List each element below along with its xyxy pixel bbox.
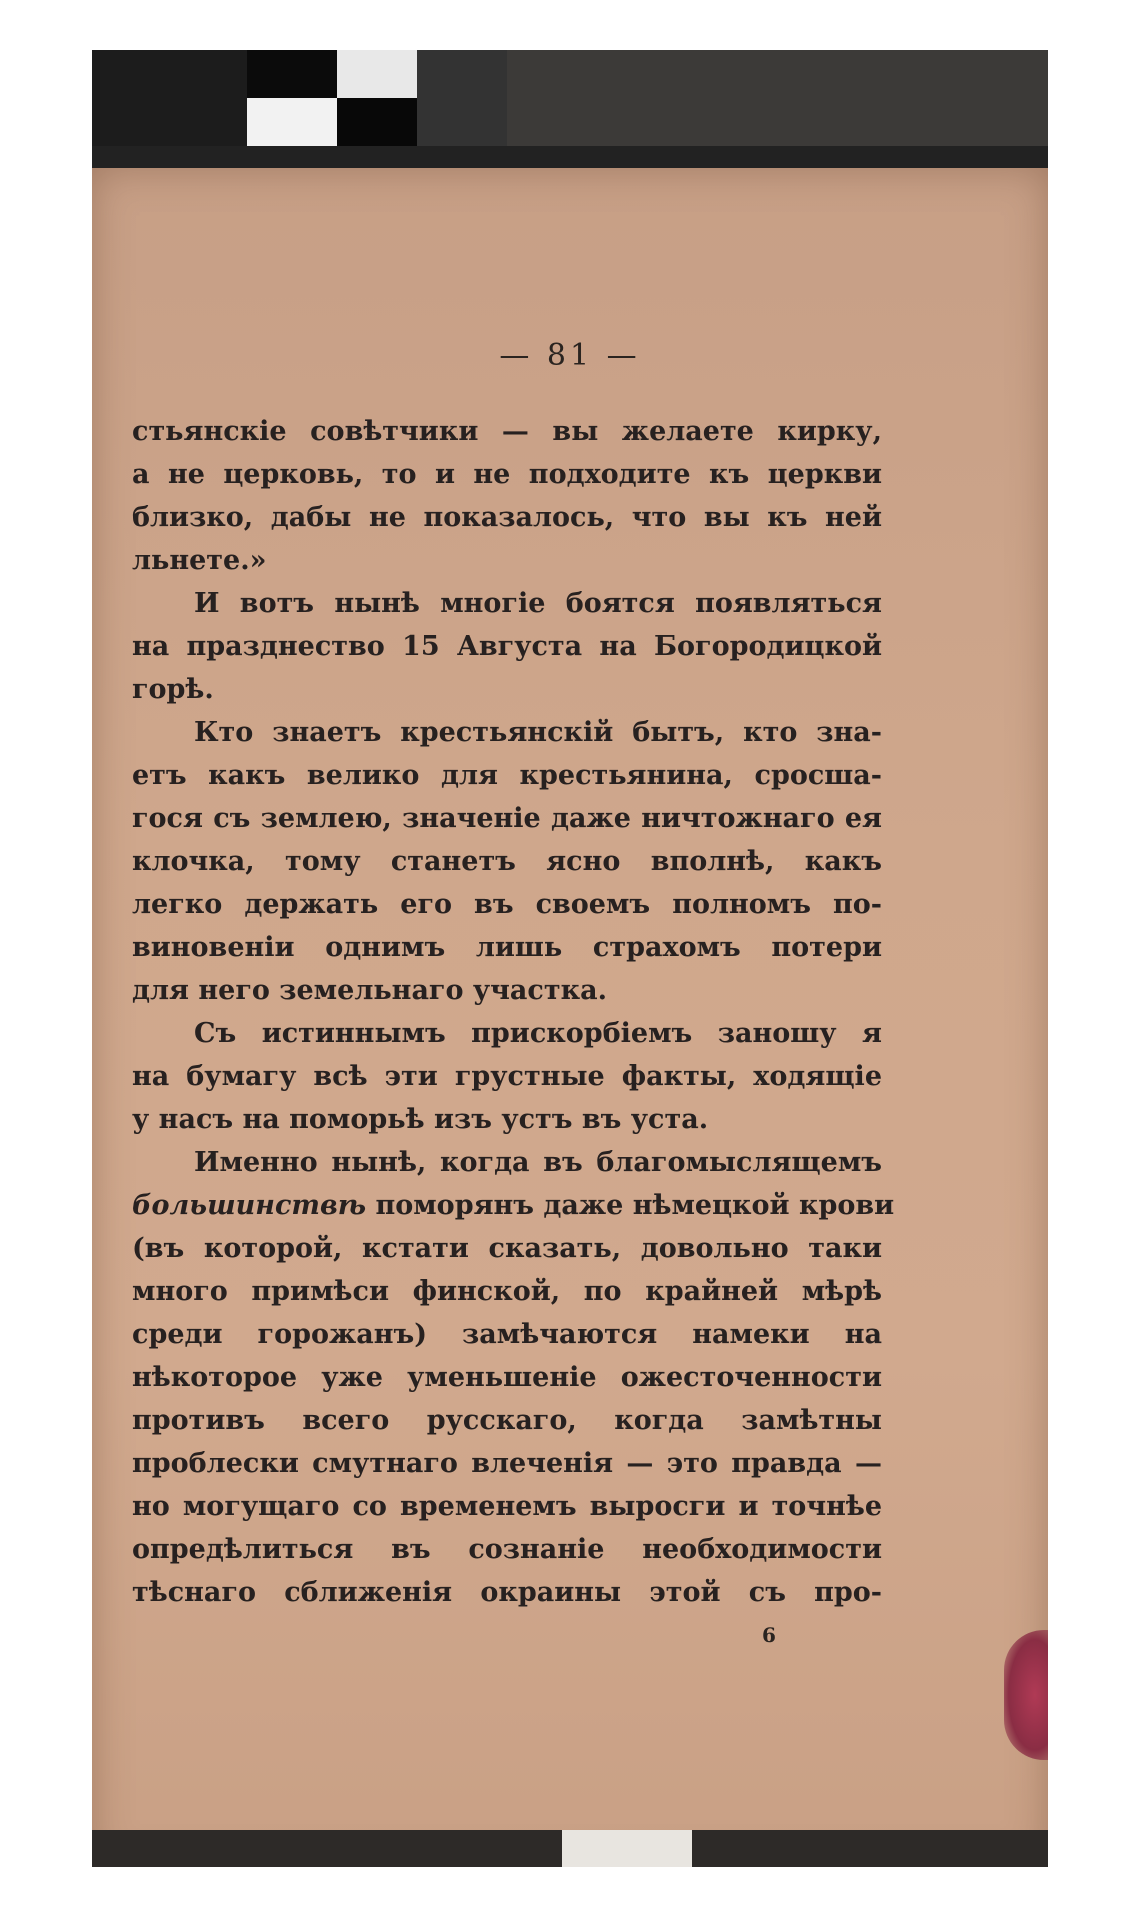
text-line: Именно нынѣ, когда въ благомыслящемъ	[194, 1147, 882, 1178]
text-line: горѣ.	[132, 674, 214, 705]
text-line: проблески смутнаго влеченія — это правда —	[132, 1448, 882, 1479]
text-line: И вотъ нынѣ многіе боятся появляться	[194, 588, 882, 619]
background-area	[92, 1830, 562, 1867]
text-line: стьянскіе совѣтчики — вы желаете кирку,	[132, 416, 882, 447]
text-span: поморянъ даже нѣмецкой крови	[366, 1190, 895, 1221]
text-line: виновеніи однимъ лишь страхомъ потери	[132, 932, 882, 963]
text-line: опредѣлиться въ сознаніе необходимости	[132, 1534, 882, 1565]
text-line: у насъ на поморьѣ изъ устъ въ уста.	[132, 1104, 709, 1135]
background-area	[692, 1830, 1048, 1867]
signature-mark: 6	[762, 1623, 776, 1647]
text-line: но могущаго со временемъ выросги и точнѣе	[132, 1491, 882, 1522]
paragraph	[132, 1012, 882, 1141]
body-text	[132, 410, 895, 1614]
text-line: льнете.»	[132, 545, 267, 576]
text-line: а не церковь, то и не подходите къ церкви	[132, 459, 882, 490]
text-line: Кто знаетъ крестьянскій бытъ, кто зна-	[194, 717, 882, 748]
text-line: клочка, тому станетъ ясно вполнѣ, какъ	[132, 846, 882, 877]
calibration-patch	[247, 50, 337, 98]
text-line-with-emphasis	[132, 1184, 895, 1227]
text-line: на бумагу всѣ эти грустные факты, ходящіе	[132, 1061, 882, 1092]
calibration-patch	[337, 50, 417, 98]
paragraph	[132, 711, 882, 1012]
paragraph	[132, 410, 882, 582]
text-line: много примѣси финской, по крайней мѣрѣ	[132, 1276, 882, 1307]
paragraph	[132, 1141, 895, 1614]
text-line: для него земельнаго участка.	[132, 975, 607, 1006]
text-line: етъ какъ велико для крестьянина, сросша-	[132, 760, 882, 791]
thumb-finger	[1004, 1630, 1048, 1760]
page-bottom-edge	[92, 1830, 1048, 1867]
text-line: среди горожанъ) замѣчаются намеки на	[132, 1319, 882, 1350]
calibration-patch	[417, 50, 507, 146]
text-line: легко держать его въ своемъ полномъ по-	[132, 889, 882, 920]
scanned-page-photo	[92, 50, 1048, 1867]
calibration-patch	[507, 50, 1048, 146]
paragraph	[132, 582, 882, 711]
text-line: Съ истиннымъ прискорбіемъ заношу я	[194, 1018, 882, 1049]
calibration-patch	[247, 98, 337, 146]
calibration-patch	[337, 98, 417, 146]
text-line: (въ которой, кстати сказать, довольно таки	[132, 1233, 882, 1264]
text-line: нѣкоторое уже уменьшеніе ожесточенности	[132, 1362, 882, 1393]
text-line: тѣснаго сближенія окраины этой съ про-	[132, 1577, 882, 1608]
emphasized-word: большинствѣ	[132, 1190, 367, 1221]
text-line: на празднество 15 Августа на Богородицкой	[132, 631, 882, 662]
text-line: противъ всего русскаго, когда замѣтны	[132, 1405, 882, 1436]
text-line: гося съ землею, значеніе даже ничтожнаго ея	[132, 803, 882, 834]
calibration-strip	[92, 50, 1048, 170]
calibration-patch	[92, 50, 247, 146]
page-number: — 81 —	[499, 338, 641, 373]
text-line: близко, дабы не показалось, что вы къ ней	[132, 502, 882, 533]
